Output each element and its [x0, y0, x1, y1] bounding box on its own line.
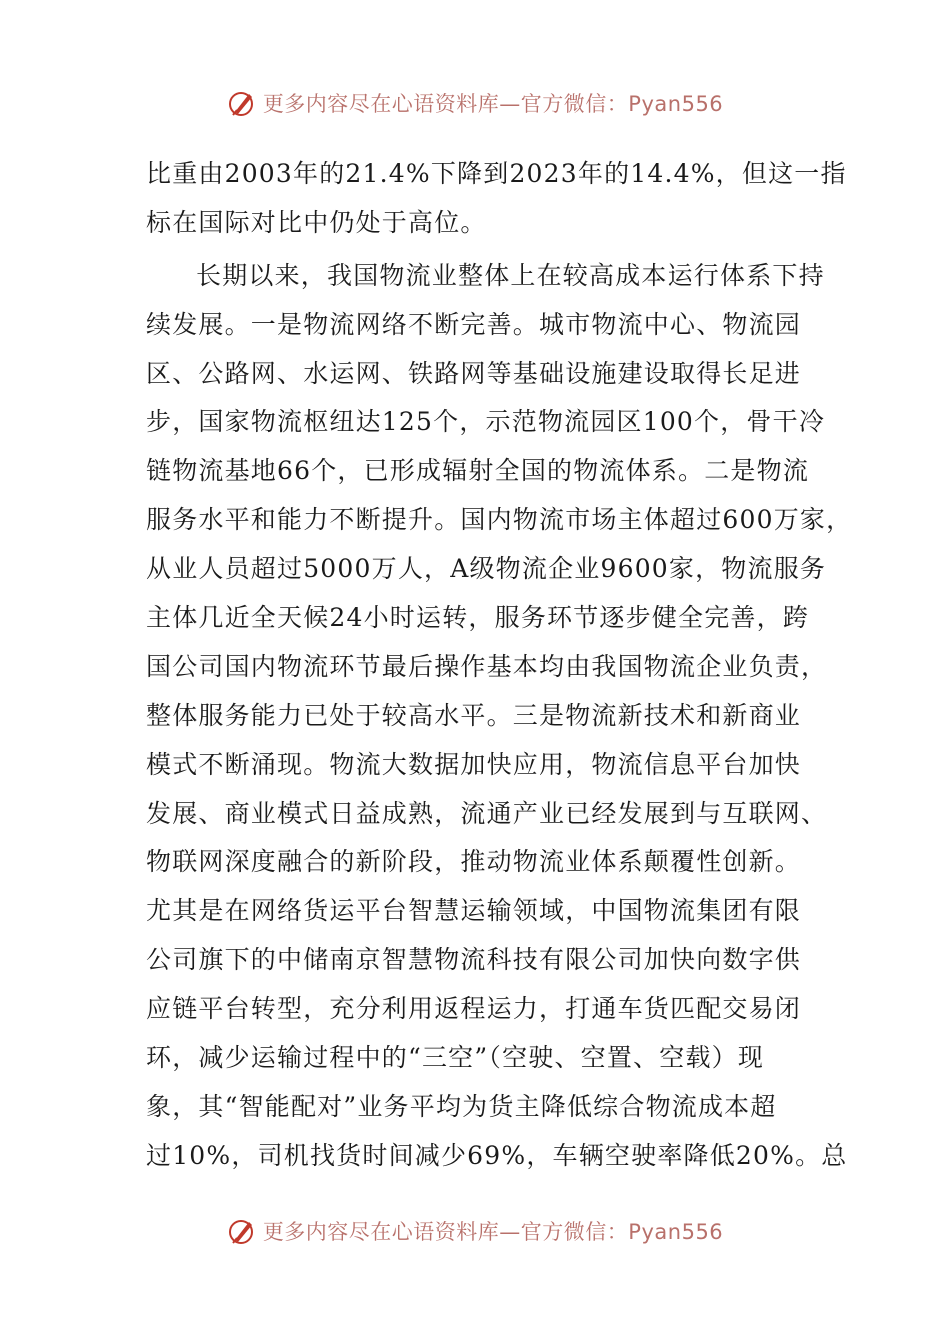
document-body — [146, 150, 853, 1181]
paragraph-line: 比重由2003年的21.4%下降到2023年的14.4%，但这一指 — [146, 159, 847, 188]
paragraph-line: 物联网深度融合的新阶段，推动物流业体系颠覆性创新。 — [146, 847, 802, 877]
footer-banner-text: 更多内容尽在心语资料库—官方微信：Pyan556 — [262, 1220, 724, 1244]
paragraph-line: 长期以来，我国物流业整体上在较高成本运行体系下持 — [196, 260, 825, 290]
paragraph-line: 模式不断涌现。物流大数据加快应用，物流信息平台加快 — [146, 749, 802, 779]
paragraph-line: 主体几近全天候24小时运转，服务环节逐步健全完善，跨 — [146, 603, 810, 633]
header-banner-text: 更多内容尽在心语资料库—官方微信：Pyan556 — [262, 92, 724, 116]
paragraph-line: 从业人员超过5000万人，A级物流企业9600家，物流服务 — [146, 554, 827, 584]
paragraph-line: 步，国家物流枢纽达125个，示范物流园区100个，骨干冷 — [146, 407, 826, 437]
paragraph-line: 整体服务能力已处于较高水平。三是物流新技术和新商业 — [146, 700, 802, 730]
paragraph-line: 区、公路网、水运网、铁路网等基础设施建设取得长足进 — [146, 358, 802, 388]
paragraph-line: 环，减少运输过程中的“三空”（空驶、空置、空载）现 — [146, 1043, 765, 1073]
paragraph-line: 过10%，司机找货时间减少69%，车辆空驶率降低20%。总 — [146, 1140, 848, 1170]
paragraph-line: 续发展。一是物流网络不断完善。城市物流中心、物流园 — [146, 309, 802, 339]
quill-pen-icon — [227, 88, 257, 118]
paragraph-line: 公司旗下的中储南京智慧物流科技有限公司加快向数字供 — [146, 945, 802, 975]
header-watermark-banner — [0, 83, 950, 123]
paragraph-line: 应链平台转型，充分利用返程运力，打通车货匹配交易闭 — [146, 994, 802, 1024]
paragraph-line: 国公司国内物流环节最后操作基本均由我国物流企业负责， — [146, 651, 828, 681]
footer-watermark-banner — [0, 1211, 950, 1251]
paragraph-line: 发展、商业模式日益成熟，流通产业已经发展到与互联网、 — [146, 798, 828, 828]
quill-pen-icon — [227, 1216, 257, 1246]
paragraph-line: 标在国际对比中仍处于高位。 — [146, 207, 487, 237]
paragraph-line: 服务水平和能力不断提升。国内物流市场主体超过600万家， — [146, 505, 853, 535]
paragraph-line: 尤其是在网络货运平台智慧运输领域，中国物流集团有限 — [146, 896, 802, 926]
paragraph-line: 象，其“智能配对”业务平均为货主降低综合物流成本超 — [146, 1091, 777, 1121]
paragraph-line: 链物流基地66个，已形成辐射全国的物流体系。二是物流 — [146, 456, 810, 486]
